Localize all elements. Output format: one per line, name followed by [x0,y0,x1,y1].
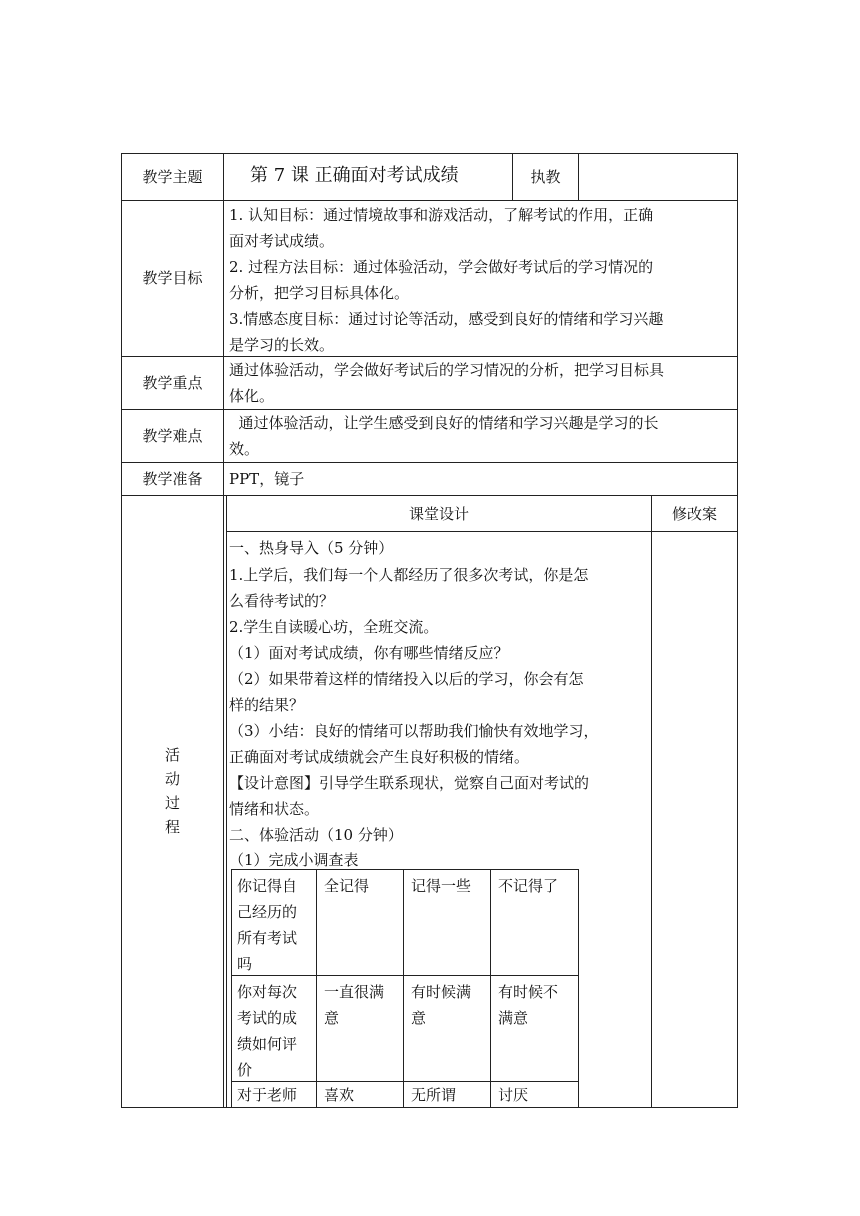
revision-header: 修改案 [671,505,717,523]
survey-option: 记得一些 [411,877,472,895]
survey-col-divider [403,869,404,1107]
process-line: 正确面对考试成绩就会产生良好积极的情绪。 [229,748,530,766]
table-border-top [121,153,738,154]
difficulties-line: 通过体验活动，让学生感受到良好的情绪和学习兴趣是学习的长 [229,414,659,432]
goals-line: 2. 过程方法目标：通过体验活动，学会做好考试后的学习情况的 [229,258,654,276]
teacher-label: 执教 [530,168,561,186]
survey-option: 有时候不 [498,983,559,1001]
process-line: 1.上学后，我们每一个人都经历了很多次考试，你是怎 [229,566,589,584]
survey-option: 喜欢 [324,1086,355,1104]
key-points-label: 教学重点 [142,374,203,392]
difficulties-label: 教学难点 [142,427,203,445]
survey-question-line: 你对每次 [237,983,298,1001]
row-divider [121,200,738,201]
survey-question-line: 所有考试 [237,929,298,947]
design-header: 课堂设计 [408,505,469,523]
goals-line: 面对考试成绩。 [229,232,335,250]
process-line: 【设计意图】引导学生联系现状，觉察自己面对考试的 [229,774,590,792]
revision-column-divider [651,495,652,1108]
topic-value: 第 7 课 正确面对考试成绩 [250,165,459,186]
process-line: 么看待考试的？ [229,592,335,610]
goals-label: 教学目标 [142,269,203,287]
goals-line: 分析，把学习目标具体化。 [229,284,410,302]
process-line: 一、热身导入（5 分钟） [229,539,394,557]
process-line: （1）完成小调查表 [229,851,359,869]
teacher-value-divider [578,153,579,201]
survey-option: 讨厌 [498,1086,529,1104]
goals-line: 是学习的长效。 [229,336,335,354]
process-line: 情绪和状态。 [229,800,320,818]
survey-row-divider [231,975,579,976]
survey-option: 全记得 [324,877,370,895]
survey-option: 满意 [498,1009,529,1027]
label-column-divider-inner [226,495,227,1108]
survey-question-line: 你记得自 [237,877,298,895]
difficulties-line: 效。 [229,440,260,458]
survey-col-divider [316,869,317,1107]
process-label-char: 动 [164,770,180,788]
process-label-char: 程 [164,818,180,836]
topic-label: 教学主题 [142,168,203,186]
key-points-line: 通过体验活动，学会做好考试后的学习情况的分析，把学习目标具 [229,361,665,379]
survey-question-line: 绩如何评 [237,1035,298,1053]
survey-question-line: 吗 [237,955,253,973]
process-line: 2.学生自读暖心坊，全班交流。 [229,618,439,636]
process-line: （1）面对考试成绩，你有哪些情绪反应？ [229,644,509,662]
survey-border-top [231,869,579,870]
table-border-right [737,153,738,1108]
table-border-left [121,153,122,1108]
preparation-value: PPT，镜子 [229,470,305,488]
survey-question-line: 考试的成 [237,1009,298,1027]
survey-col-divider [490,869,491,1107]
row-divider [121,495,738,496]
survey-option: 意 [324,1009,340,1027]
survey-option: 不记得了 [498,877,559,895]
process-line: （2）如果带着这样的情绪投入以后的学习，你会有怎 [229,670,584,688]
survey-question-line: 对于老师 [237,1086,298,1104]
process-line: 样的结果？ [229,696,305,714]
survey-border-left [231,869,232,1107]
survey-option: 意 [411,1009,427,1027]
process-label-char: 活 [164,746,180,764]
row-divider [121,462,738,463]
process-label-char: 过 [164,794,180,812]
label-column-divider [223,153,224,1108]
survey-option: 有时候满 [411,983,472,1001]
goals-line: 1. 认知目标：通过情境故事和游戏活动，了解考试的作用，正确 [229,206,654,224]
process-line: （3）小结：良好的情绪可以帮助我们愉快有效地学习， [229,722,599,740]
design-header-divider [226,531,738,532]
preparation-label: 教学准备 [142,470,203,488]
survey-question-line: 价 [237,1061,253,1079]
survey-question-line: 己经历的 [237,903,298,921]
survey-border-right [578,869,579,1107]
survey-option: 无所谓 [411,1086,457,1104]
goals-line: 3.情感态度目标：通过讨论等活动，感受到良好的情绪和学习兴趣 [229,310,664,328]
survey-option: 一直很满 [324,983,385,1001]
process-line: 二、体验活动（10 分钟） [229,826,403,844]
key-points-line: 体化。 [229,387,275,405]
